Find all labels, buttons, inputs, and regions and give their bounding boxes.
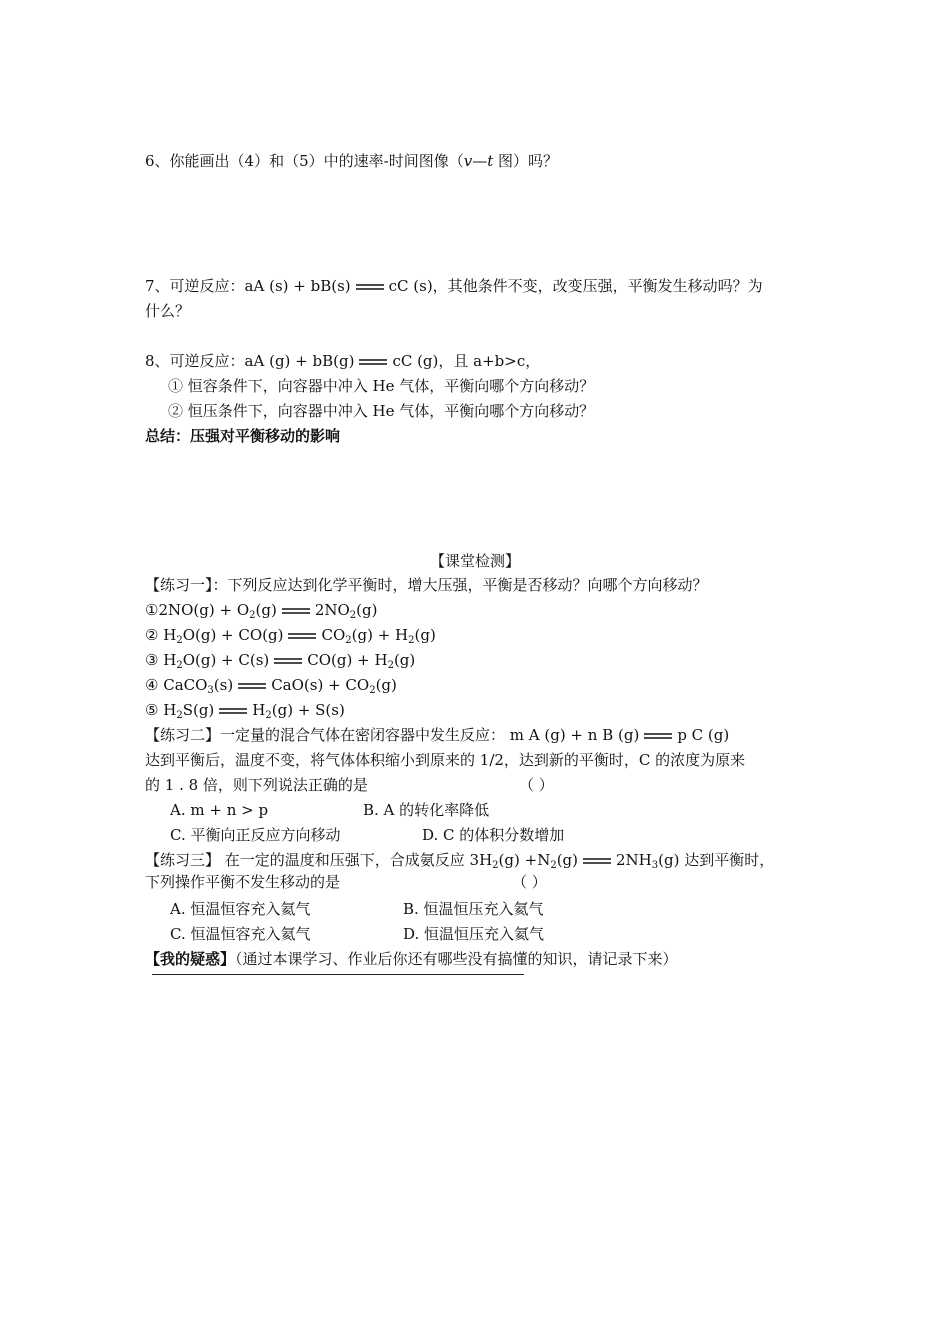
exercise-2-option-c: C. 平衡向正反应方向移动 [170, 826, 341, 844]
exercise-3-option-b: B. 恒温恒压充入氦气 [403, 900, 544, 918]
exercise-2-answer-blank: （ ） [519, 776, 554, 794]
exercise-1-title: 【练习一】：下列反应达到化学平衡时，增大压强，平衡是否移动？向哪个方向移动？ [145, 576, 708, 594]
question-8 [145, 351, 540, 371]
q8-sub-2: ② 恒压条件下，向容器中冲入 He 气体，平衡向哪个方向移动？ [168, 402, 595, 420]
question-6 [145, 151, 558, 171]
q6-t: t [487, 152, 494, 170]
exercise-2-line3: 的 1 . 8 倍，则下列说法正确的是 [145, 776, 368, 794]
equilibrium-arrow-icon [582, 856, 612, 866]
equilibrium-arrow-icon [273, 656, 303, 666]
exercise-3-option-d: D. 恒温恒压充入氦气 [403, 925, 545, 943]
exercise-2-title: 【练习二】一定量的混合气体在密闭容器中发生反应： m A (g) + n B (g) p C (g) [145, 726, 730, 744]
q6-text-end: 图）吗？ [493, 152, 558, 170]
equilibrium-arrow-icon [358, 357, 388, 367]
q8-sub-1: ① 恒容条件下，向容器中冲入 He 气体，平衡向哪个方向移动？ [168, 377, 595, 395]
exercise-3-title: 【练习三】 在一定的温度和压强下，合成氨反应 $3H_2(g) +N_2(g)$ $2NH_3(g)$ 达到平衡时， [145, 851, 775, 871]
exercise-2-option-a: A. m + n > p [170, 801, 269, 819]
exercise-3-option-c: C. 恒温恒容充入氦气 [170, 925, 311, 943]
exercise-1-reaction-2: ② $H_2O(g) + CO(g)$ $CO_2(g) + H_2(g)$ [145, 626, 436, 646]
summary-heading: 总结：压强对平衡移动的影响 [145, 427, 341, 445]
doubt-title: 【我的疑惑】 [145, 950, 236, 968]
equilibrium-arrow-icon [643, 731, 673, 741]
check-title: 【课堂检测】 [429, 552, 520, 570]
equilibrium-arrow-icon [355, 282, 385, 292]
q6-dash: — [472, 152, 488, 170]
q7-text-end: cC (s)，其他条件不变，改变压强，平衡发生移动吗？为 [388, 277, 763, 295]
exercise-1-reaction-3: ③ $H_2O(g) + C(s)$ $CO(g) + H_2(g)$ [145, 651, 416, 671]
question-7 [145, 276, 763, 296]
exercise-3-answer-blank: （ ） [512, 873, 547, 891]
doubt-section [145, 949, 678, 969]
question-7-line2: 什么？ [145, 302, 191, 320]
equilibrium-arrow-icon [218, 706, 248, 716]
q8-text-end: cC (g)，且 a+b>c， [392, 352, 541, 370]
equilibrium-arrow-icon [237, 681, 267, 691]
exercise-1-reaction-4: ④ CaCO$_3$(s) $CaO(s) + CO_2(g)$ [145, 676, 397, 696]
doubt-writing-line [152, 974, 524, 975]
q7-text: 7、可逆反应：aA (s) + bB(s) [145, 277, 351, 295]
equilibrium-arrow-icon [287, 631, 317, 641]
exercise-2-option-b: B. A 的转化率降低 [363, 801, 490, 819]
exercise-3-line2: 下列操作平衡不发生移动的是 [145, 873, 341, 891]
exercise-3-option-a: A. 恒温恒容充入氦气 [170, 900, 311, 918]
exercise-1-reaction-5: ⑤ $H_2S(g)$ $H_2(g) + S(s)$ [145, 701, 345, 721]
q6-text: 6、你能画出（4）和（5）中的速率-时间图像（ [145, 152, 464, 170]
equilibrium-arrow-icon [281, 606, 311, 616]
q8-text: 8、可逆反应：aA (g) + bB(g) [145, 352, 355, 370]
exercise-1-reaction-1: ①2NO(g) + $O_2(g)$ $2NO_2(g)$ [145, 601, 378, 621]
doubt-text: （通过本课学习、作业后你还有哪些没有搞懂的知识，请记录下来） [235, 950, 678, 968]
q6-v: v [463, 152, 473, 170]
exercise-2-line2: 达到平衡后，温度不变，将气体体积缩小到原来的 1/2，达到新的平衡时，C 的浓度为原来 [145, 751, 746, 769]
exercise-2-option-d: D. C 的体积分数增加 [422, 826, 565, 844]
